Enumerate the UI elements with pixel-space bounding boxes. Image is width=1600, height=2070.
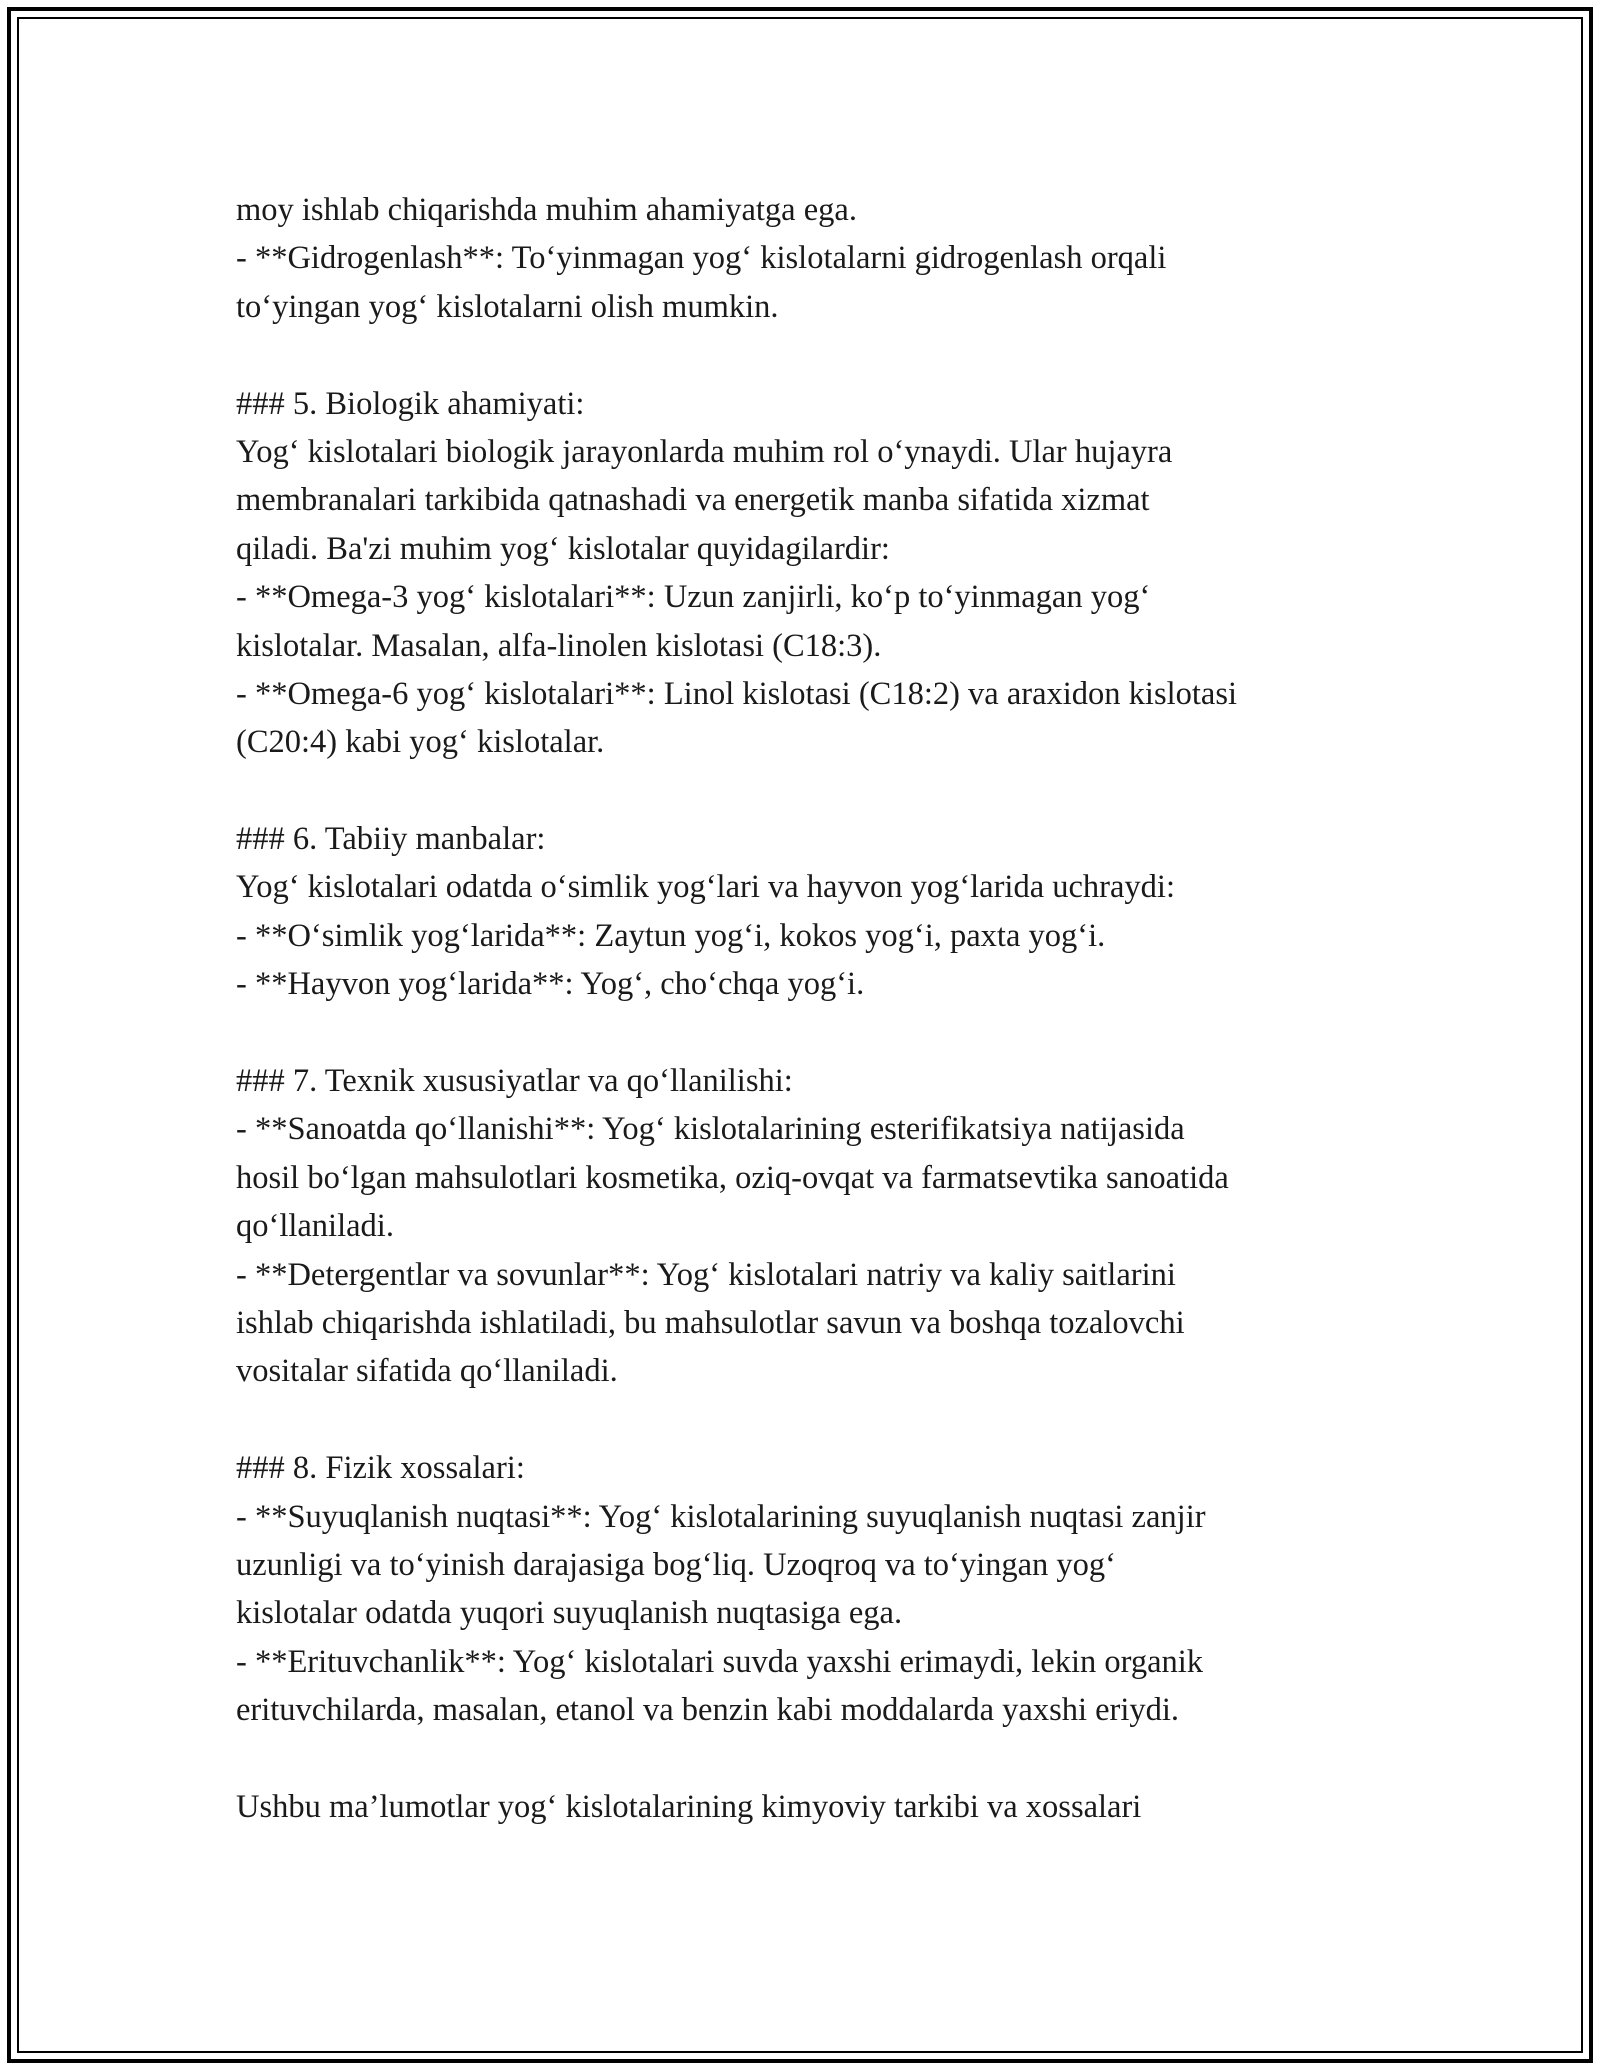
text-line: Ushbu ma’lumotlar yog‘ kislotalarining kimyoviy tarkibi va xossalari (236, 1788, 1142, 1825)
paragraph-gap (236, 331, 1376, 379)
text-line: - **Omega-3 yog‘ kislotalari**: Uzun zanjirli, ko‘p to‘yinmagan yog‘ (236, 579, 1151, 616)
text-line: to‘yingan yog‘ kislotalarni olish mumkin. (236, 288, 779, 325)
text-line: kislotalar odatda yuqori suyuqlanish nuqtasiga ega. (236, 1595, 903, 1632)
text-line: Yog‘ kislotalari biologik jarayonlarda muhim rol o‘ynaydi. Ular hujayra (236, 433, 1173, 470)
section-heading: ### 8. Fizik xossalari: (236, 1450, 525, 1487)
text-line: - **O‘simlik yog‘larida**: Zaytun yog‘i, kokos yog‘i, paxta yog‘i. (236, 917, 1106, 954)
text-line: vositalar sifatida qo‘llaniladi. (236, 1353, 618, 1390)
section-heading: ### 5. Biologik ahamiyati: (236, 385, 585, 422)
paragraph-gap (236, 767, 1376, 815)
text-line: hosil bo‘lgan mahsulotlari kosmetika, oziq-ovqat va farmatsevtika sanoatida (236, 1159, 1229, 1196)
text-line: - **Omega-6 yog‘ kislotalari**: Linol kislotasi (C18:2) va araxidon kislotasi (236, 675, 1238, 712)
text-line: - **Erituvchanlik**: Yog‘ kislotalari suvda yaxshi erimaydi, lekin organik (236, 1643, 1204, 1680)
text-line: - **Hayvon yog‘larida**: Yog‘, cho‘chqa yog‘i. (236, 966, 865, 1003)
text-line: moy ishlab chiqarishda muhim ahamiyatga ega. (236, 192, 857, 228)
section-heading: ### 7. Texnik xususiyatlar va qo‘llanilishi: (236, 1063, 793, 1100)
section-heading: ### 6. Tabiiy manbalar: (236, 821, 546, 858)
paragraph-gap (236, 1009, 1376, 1057)
text-line: - **Detergentlar va sovunlar**: Yog‘ kislotalari natriy va kaliy saitlarini (236, 1256, 1176, 1293)
document-body (236, 186, 1376, 1831)
text-line: - **Suyuqlanish nuqtasi**: Yog‘ kislotalarining suyuqlanish nuqtasi zanjir (236, 1498, 1206, 1535)
text-line: membranalari tarkibida qatnashadi va energetik manba sifatida xizmat (236, 482, 1150, 519)
text-line: Yog‘ kislotalari odatda o‘simlik yog‘lari va hayvon yog‘larida uchraydi: (236, 869, 1175, 906)
paragraph-gap (236, 1735, 1376, 1783)
text-line: - **Sanoatda qo‘llanishi**: Yog‘ kislotalarining esterifikatsiya natijasida (236, 1111, 1185, 1148)
text-line: uzunligi va to‘yinish darajasiga bog‘liq. Uzoqroq va to‘yingan yog‘ (236, 1546, 1117, 1583)
text-line: - **Gidrogenlash**: To‘yinmagan yog‘ kislotalarni gidrogenlash orqali (236, 240, 1167, 277)
text-line: ishlab chiqarishda ishlatiladi, bu mahsulotlar savun va boshqa tozalovchi (236, 1304, 1185, 1341)
text-line: kislotalar. Masalan, alfa-linolen kislotasi (C18:3). (236, 627, 882, 664)
text-line: erituvchilarda, masalan, etanol va benzin kabi moddalarda yaxshi eriydi. (236, 1692, 1180, 1729)
text-line: qiladi. Ba'zi muhim yog‘ kislotalar quyidagilardir: (236, 530, 890, 567)
paragraph-gap (236, 1396, 1376, 1444)
text-line: (C20:4) kabi yog‘ kislotalar. (236, 724, 605, 761)
text-line: qo‘llaniladi. (236, 1208, 394, 1245)
